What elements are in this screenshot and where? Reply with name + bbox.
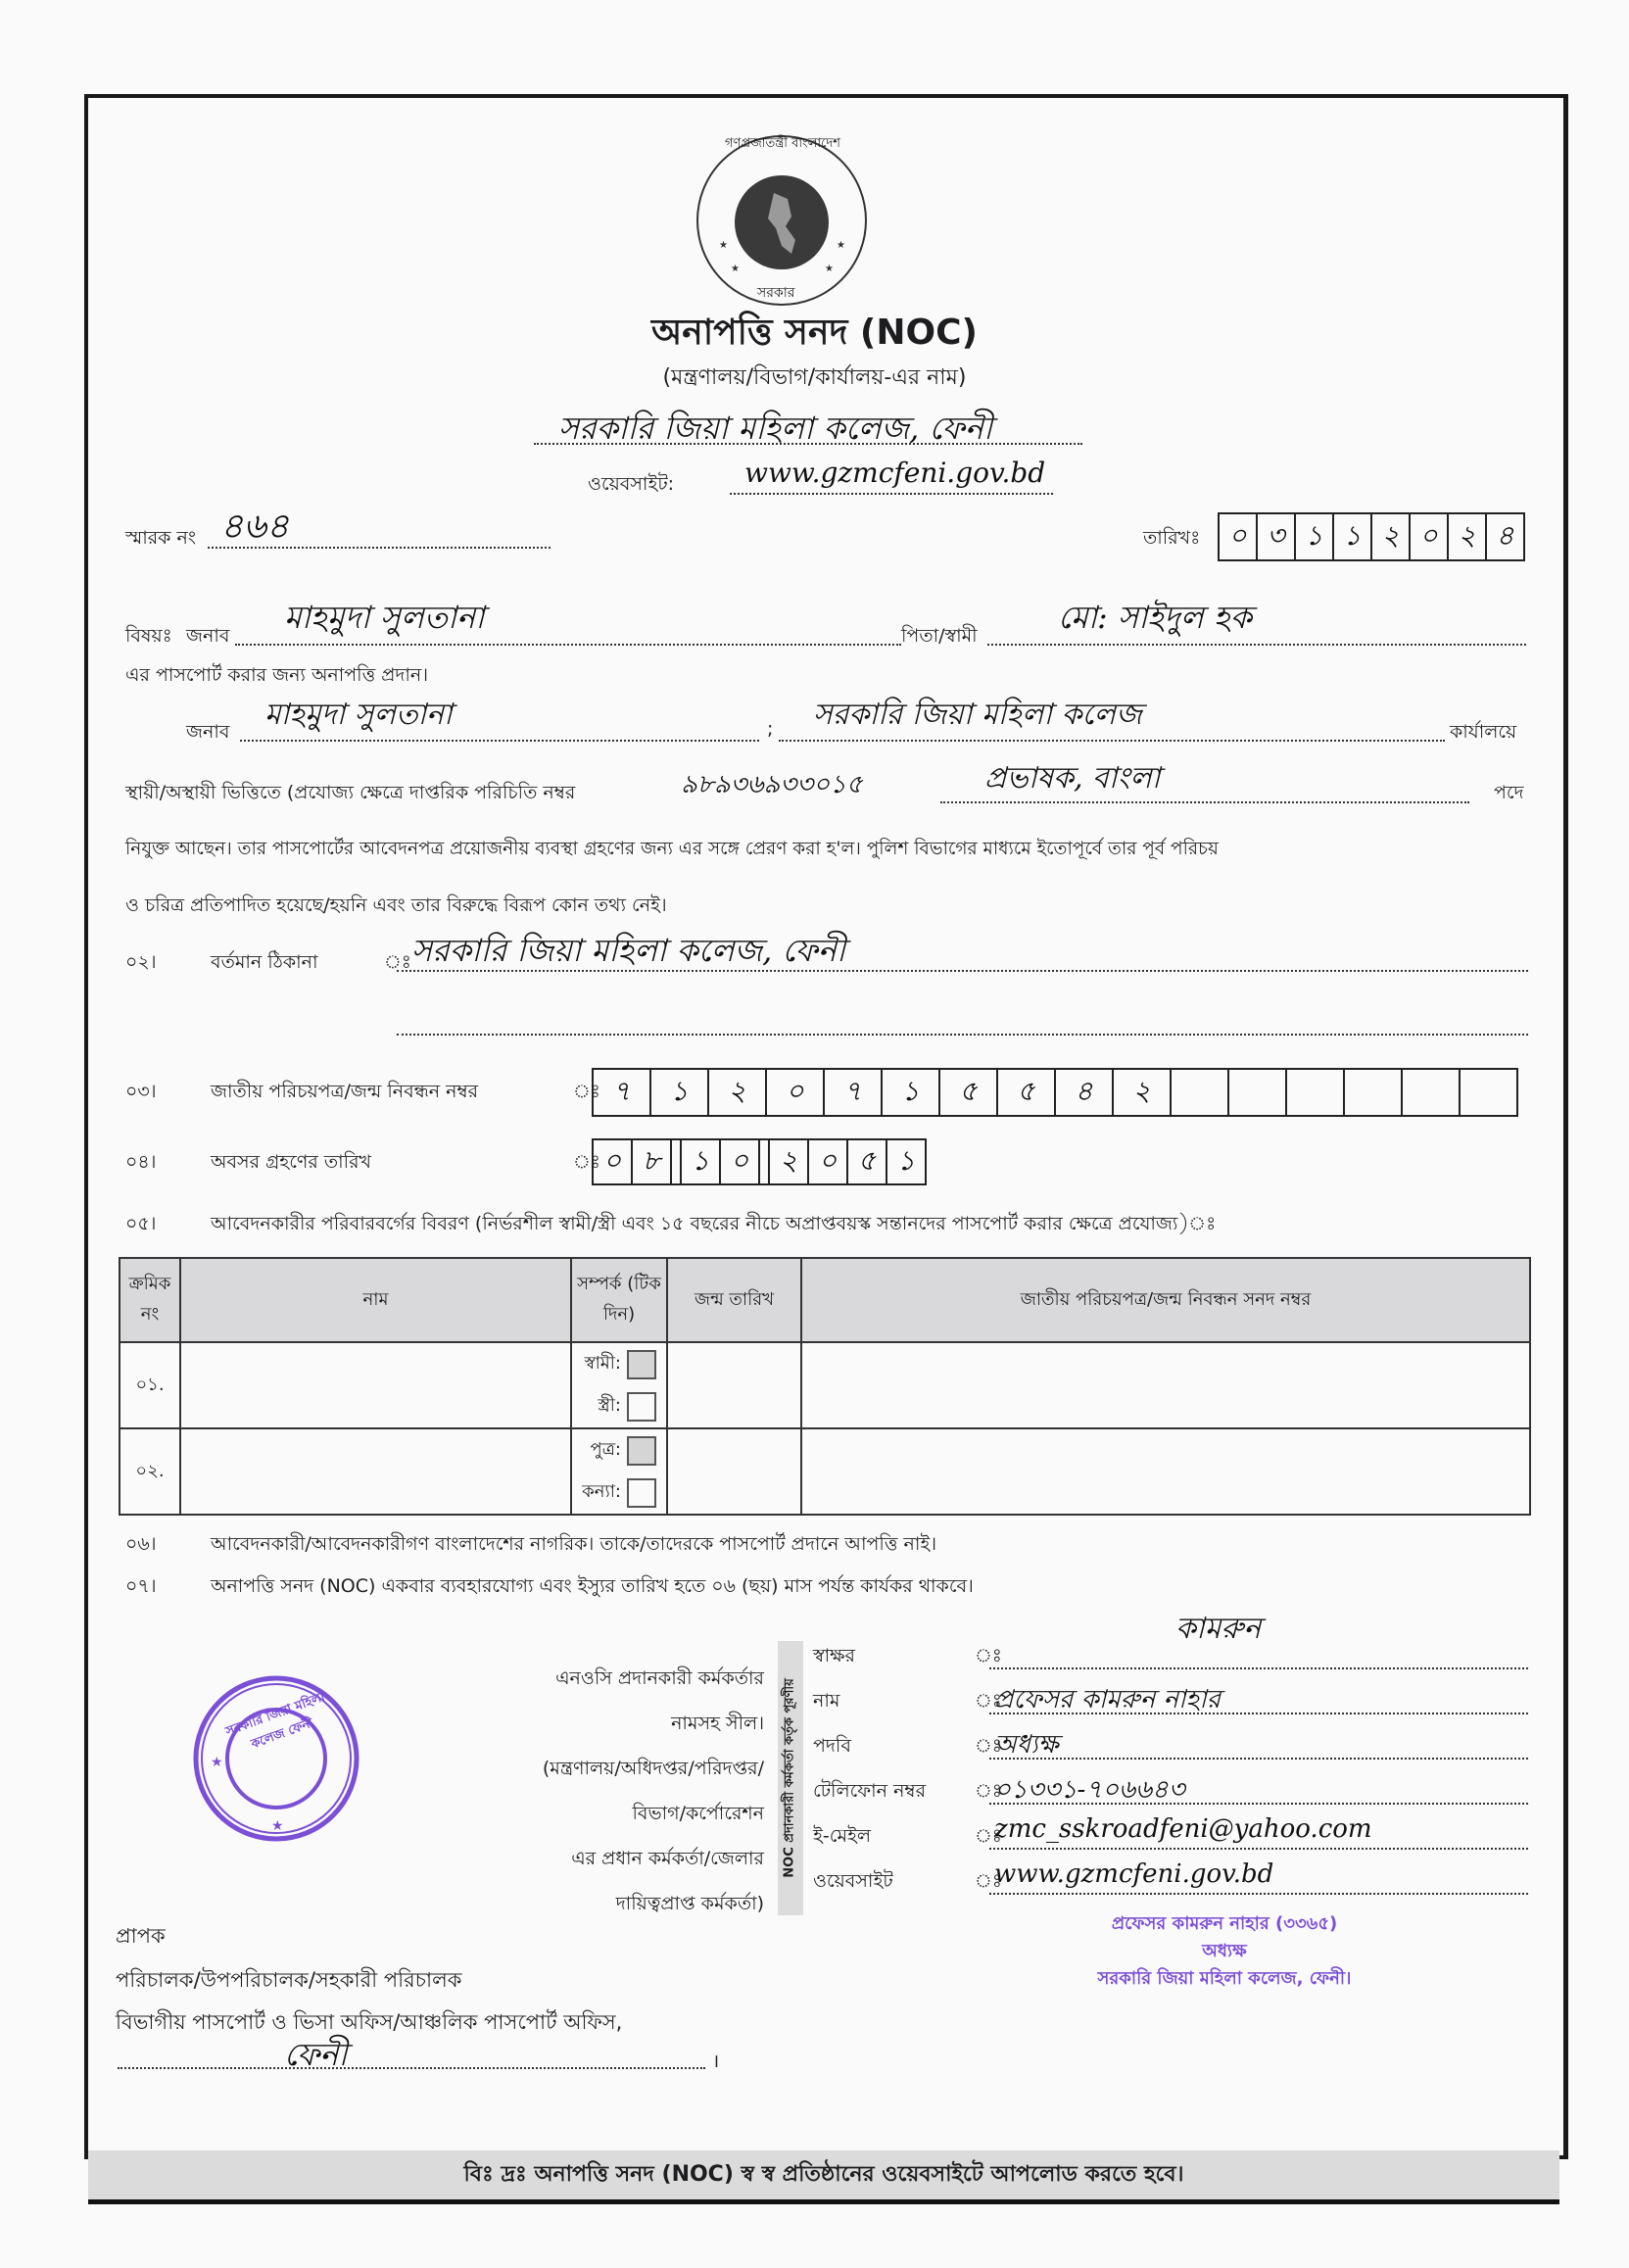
field-label: ই-মেইল bbox=[813, 1825, 872, 1847]
field-label: পদবি bbox=[813, 1735, 851, 1757]
digit-box[interactable] bbox=[1287, 1070, 1345, 1115]
digit-box[interactable]: ১ bbox=[1296, 514, 1334, 559]
svg-text:★: ★ bbox=[837, 240, 845, 251]
svg-text:★: ★ bbox=[211, 1755, 223, 1770]
address-label: বর্তমান ঠিকানা bbox=[211, 951, 318, 973]
digit-box[interactable]: ০ bbox=[767, 1070, 825, 1115]
body-line3: নিযুক্ত আছেন। তার পাসপোর্টের আবেদনপত্র প্রয়োজনীয় ব্যবস্থা গ্রহণের জন্য এর সঙ্গে প্রেরণ করা হ'ল। পুলিশ বিভাগের মাধ্যমে ইতোপূর্বে তার পূর্ব পরিচয় bbox=[125, 839, 1219, 859]
digit-box[interactable]: ১ bbox=[651, 1070, 709, 1115]
field-label: নাম bbox=[813, 1690, 840, 1712]
body-line2-prefix: স্থায়ী/অস্থায়ী ভিত্তিতে (প্রযোজ্য ক্ষেত্রে দাপ্তরিক পরিচিতি নম্বর bbox=[125, 782, 576, 803]
signatory-field: নাম ঃ প্রফেসর কামরুন নাহার bbox=[813, 1679, 1548, 1724]
validity-text: অনাপত্তি সনদ (NOC) একবার ব্যবহারযোগ্য এবং ইস্যুর তারিখ হতে ০৬ (ছয়) মাস পর্যন্ত কার্যকর থাকবে। bbox=[211, 1575, 974, 1597]
table-row bbox=[120, 1428, 1530, 1515]
validity-num: ০৭। bbox=[125, 1575, 157, 1597]
digit-box[interactable]: ২ bbox=[768, 1140, 809, 1183]
signatory-description: এনওসি প্রদানকারী কর্মকর্তার নামসহ সীল। (মন্ত্রণালয়/অধিদপ্তর/পরিদপ্তর/ বিভাগ/কর্পোরেশন এর প্রধান কর্মকর্তা/জেলার দায়িত্বপ্রাপ্ত কর্মকর্তা) bbox=[542, 1667, 764, 1914]
body-line2-suffix: পদে bbox=[1494, 782, 1524, 803]
table-row bbox=[120, 1342, 1530, 1428]
page-subtitle: (মন্ত্রণালয়/বিভাগ/কার্যালয়-এর নাম) bbox=[662, 365, 967, 390]
family-num: ০৫। bbox=[125, 1213, 157, 1234]
digit-box[interactable]: ০ bbox=[721, 1140, 760, 1183]
relation-label: কন্যা: bbox=[582, 1481, 621, 1502]
nid-num: ০৩। bbox=[125, 1081, 157, 1102]
emblem-text-bottom: সরকার bbox=[757, 285, 795, 301]
digit-box[interactable]: ০ bbox=[1411, 514, 1449, 559]
citizen-num: ০৬। bbox=[125, 1533, 157, 1555]
office-name-value: সরকারি জিয়া মহিলা কলেজ, ফেনী bbox=[558, 410, 993, 447]
family-table bbox=[119, 1257, 1531, 1516]
svg-text:★: ★ bbox=[731, 264, 740, 274]
janab-label: জনাব bbox=[186, 625, 230, 647]
field-value[interactable]: প্রফেসর কামরুন নাহার bbox=[994, 1685, 1222, 1714]
page-title: অনাপত্তি সনদ (NOC) bbox=[651, 313, 978, 353]
field-value[interactable]: zmc_sskroadfeni@yahoo.com bbox=[994, 1814, 1372, 1844]
memo-number[interactable]: ৪৬৪ bbox=[220, 507, 290, 547]
emblem-text-top: গণপ্রজাতন্ত্রী বাংলাদেশ bbox=[725, 136, 840, 151]
svg-text:★: ★ bbox=[719, 240, 728, 251]
digit-box[interactable] bbox=[1172, 1070, 1229, 1115]
body-line4: ও চরিত্র প্রতিপাদিত হয়েছে/হয়নি এবং তার বিরুদ্ধে বিরূপ কোন তথ্য নেই। bbox=[125, 894, 667, 916]
recipient-line2: বিভাগীয় পাসপোর্ট ও ভিসা অফিস/আঞ্চলিক পাসপোর্ট অফিস, bbox=[116, 2010, 623, 2034]
digit-box[interactable]: ০ bbox=[594, 1140, 633, 1183]
retire-num: ০৪। bbox=[125, 1151, 157, 1173]
digit-box[interactable]: ৮ bbox=[633, 1140, 672, 1183]
address-num: ০২। bbox=[125, 951, 157, 973]
father-label: পিতা/স্বামী bbox=[901, 625, 978, 647]
signatory-field: পদবি ঃ অধ্যক্ষ bbox=[813, 1724, 1548, 1769]
body-name[interactable]: মাহমুদা সুলতানা bbox=[264, 698, 453, 732]
field-value[interactable]: www.gzmcfeni.gov.bd bbox=[994, 1859, 1274, 1889]
memo-label: স্মারক নং bbox=[125, 527, 197, 549]
row-name-cell[interactable] bbox=[180, 1428, 571, 1515]
husband-checkbox[interactable] bbox=[627, 1350, 656, 1379]
row-nid-cell[interactable] bbox=[801, 1342, 1530, 1428]
date-label: তারিখঃ bbox=[1143, 527, 1201, 549]
family-label: আবেদনকারীর পরিবারবর্গের বিবরণ (নির্ভরশীল স্বামী/স্ত্রী এবং ১৫ বছরের নীচে অপ্রাপ্তবয়স্ক সন্তানদের পাসপোর্ট করার ক্ষেত্রে প্রযোজ্য)ঃ bbox=[211, 1213, 1217, 1234]
address-value[interactable]: সরকারি জিয়া মহিলা কলেজ, ফেনী bbox=[411, 932, 846, 969]
signature: কামরুন bbox=[1175, 1612, 1262, 1646]
digit-box[interactable]: ১ bbox=[883, 1070, 940, 1115]
field-label: স্বাক্ষর bbox=[813, 1645, 855, 1666]
digit-box[interactable]: ০ bbox=[1220, 514, 1258, 559]
field-value[interactable]: অধ্যক্ষ bbox=[994, 1730, 1059, 1760]
relation-label: পুত্র: bbox=[590, 1439, 621, 1460]
digit-box[interactable]: ২ bbox=[1114, 1070, 1172, 1115]
digit-box[interactable]: ১ bbox=[1334, 514, 1372, 559]
signatory-field: স্বাক্ষর ঃ bbox=[813, 1634, 1548, 1679]
col-nid: জাতীয় পরিচয়পত্র/জন্ম নিবন্ধন সনদ নম্বর bbox=[801, 1258, 1530, 1342]
signatory-field: ই-মেইল ঃ zmc_sskroadfeni@yahoo.com bbox=[813, 1814, 1548, 1859]
official-id[interactable]: ৯৮৯৩৬৯৩৩০১৫ bbox=[681, 770, 863, 799]
recipient-line1: পরিচালক/উপপরিচালক/সহকারী পরিচালক bbox=[116, 1968, 462, 1992]
row-birthdate-cell[interactable] bbox=[667, 1428, 801, 1515]
field-label: ওয়েবসাইট bbox=[813, 1870, 893, 1892]
subject-line2: এর পাসপোর্ট করার জন্য অনাপত্তি প্রদান। bbox=[125, 664, 429, 686]
col-relation: সম্পর্ক (টিক দিন) bbox=[571, 1258, 667, 1342]
field-label: টেলিফোন নম্বর bbox=[813, 1780, 927, 1802]
digit-box[interactable]: ৪ bbox=[1056, 1070, 1114, 1115]
website-label: ওয়েবসাইট: bbox=[588, 473, 675, 495]
father-name[interactable]: মো: সাইদুল হক bbox=[1058, 599, 1253, 636]
row-name-cell[interactable] bbox=[180, 1342, 571, 1428]
digit-box[interactable] bbox=[1403, 1070, 1461, 1115]
col-birthdate: জন্ম তারিখ bbox=[667, 1258, 801, 1342]
digit-box[interactable]: ৩ bbox=[1258, 514, 1296, 559]
retire-label: অবসর গ্রহণের তারিখ bbox=[211, 1151, 372, 1173]
col-serial: ক্রমিক নং bbox=[120, 1258, 180, 1342]
website-value: www.gzmcfeni.gov.bd bbox=[744, 457, 1046, 489]
row-serial: ০১. bbox=[120, 1342, 180, 1428]
digit-box[interactable]: ১ bbox=[680, 1140, 721, 1183]
relation-label: স্ত্রী: bbox=[598, 1395, 621, 1416]
relation-label: স্বামী: bbox=[584, 1353, 621, 1374]
digit-box[interactable] bbox=[1229, 1070, 1287, 1115]
digit-box[interactable]: ৫ bbox=[940, 1070, 998, 1115]
nid-label: জাতীয় পরিচয়পত্র/জন্ম নিবন্ধন নম্বর bbox=[211, 1081, 479, 1102]
signatory-field: ওয়েবসাইট ঃ www.gzmcfeni.gov.bd bbox=[813, 1859, 1548, 1905]
noc-vertical-label: NOC প্রদানকারী কর্মকর্তা কর্তৃক পূরণীয় bbox=[778, 1641, 803, 1915]
digit-box[interactable] bbox=[1345, 1070, 1403, 1115]
wife-checkbox[interactable] bbox=[627, 1392, 656, 1422]
body-janab-label: জনাব bbox=[186, 721, 230, 743]
retire-date-boxes[interactable] bbox=[592, 1138, 927, 1185]
digit-box[interactable]: ২ bbox=[709, 1070, 767, 1115]
seal-text: সরকারি জিয়া মহিলা কলেজ ফেনী bbox=[223, 1689, 327, 1753]
officer-stamp: প্রফেসর কামরুন নাহার (৩৩৬৫) অধ্যক্ষ সরকারি জিয়া মহিলা কলেজ, ফেনী। bbox=[1097, 1913, 1352, 1989]
date-boxes[interactable] bbox=[1218, 512, 1525, 561]
field-value[interactable]: ০১৩৩১-৭০৬৬৪৩ bbox=[994, 1775, 1185, 1805]
row-birthdate-cell[interactable] bbox=[667, 1342, 801, 1428]
svg-text:★: ★ bbox=[825, 264, 834, 274]
digit-box[interactable] bbox=[1461, 1070, 1518, 1115]
signatory-field: টেলিফোন নম্বর ঃ ০১৩৩১-৭০৬৬৪৩ bbox=[813, 1769, 1548, 1814]
digit-box[interactable]: ৭ bbox=[825, 1070, 883, 1115]
digit-box[interactable]: ০ bbox=[809, 1140, 848, 1183]
digit-box[interactable]: ১ bbox=[887, 1140, 927, 1183]
citizen-text: আবেদনকারী/আবেদনকারীগণ বাংলাদেশের নাগরিক। তাকে/তাদেরকে পাসপোর্ট প্রদানে আপত্তি নাই। bbox=[211, 1533, 937, 1555]
subject-label: বিষয়ঃ bbox=[125, 625, 172, 647]
designation[interactable]: প্রভাষক, বাংলা bbox=[984, 761, 1161, 796]
signatory-fields bbox=[813, 1634, 1548, 1905]
col-name: নাম bbox=[180, 1258, 571, 1342]
digit-box[interactable]: ৭ bbox=[594, 1070, 651, 1115]
digit-box[interactable]: ৫ bbox=[848, 1140, 887, 1183]
digit-box[interactable]: ৪ bbox=[1487, 514, 1525, 559]
recipient-city[interactable]: ফেনী bbox=[284, 2036, 348, 2073]
office-suffix: কার্যালয়ে bbox=[1450, 721, 1517, 743]
body-office[interactable]: সরকারি জিয়া মহিলা কলেজ bbox=[813, 698, 1142, 732]
daughter-checkbox[interactable] bbox=[627, 1478, 656, 1508]
recipient-label: প্রাপক bbox=[116, 1924, 166, 1948]
row-nid-cell[interactable] bbox=[801, 1428, 1530, 1515]
footer-note: বিঃ দ্রঃ অনাপত্তি সনদ (NOC) স্ব স্ব প্রতিষ্ঠানের ওয়েবসাইটে আপলোড করতে হবে। bbox=[88, 2150, 1559, 2204]
digit-box[interactable]: ২ bbox=[1372, 514, 1411, 559]
svg-text:★: ★ bbox=[271, 1818, 284, 1834]
row-serial: ০২. bbox=[120, 1428, 180, 1515]
digit-box[interactable]: ২ bbox=[1449, 514, 1487, 559]
nid-boxes[interactable] bbox=[592, 1068, 1518, 1117]
digit-box[interactable]: ৫ bbox=[998, 1070, 1056, 1115]
applicant-name[interactable]: মাহমুদা সুলতানা bbox=[284, 599, 485, 636]
son-checkbox[interactable] bbox=[627, 1436, 656, 1466]
